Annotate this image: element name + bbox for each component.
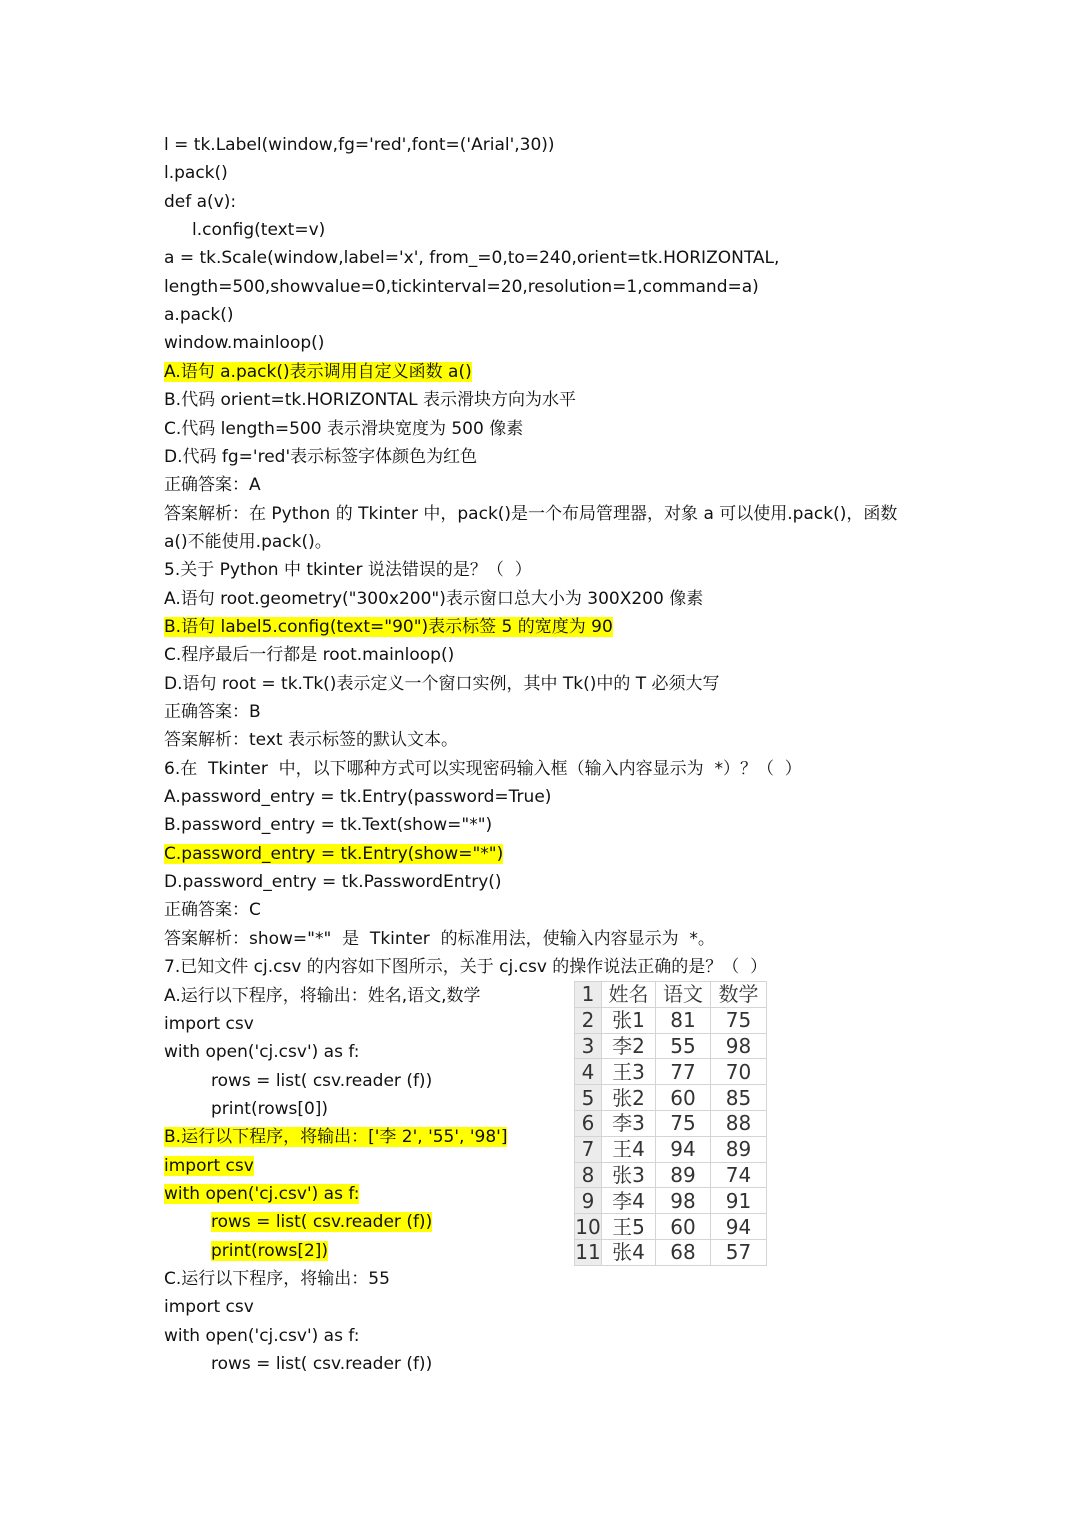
table-cell: 68 [656, 1239, 711, 1265]
table-row [575, 1007, 767, 1033]
table-cell: 74 [711, 1162, 767, 1188]
table-cell: 李2 [602, 1033, 656, 1059]
text-line [164, 1295, 254, 1319]
text-line [164, 417, 523, 441]
text-line [164, 728, 458, 752]
text-line [164, 275, 759, 299]
text-line [164, 1040, 359, 1064]
row-number-cell: 1 [575, 982, 602, 1008]
text-line [211, 1097, 328, 1121]
text-line [164, 1324, 359, 1348]
row-number-cell: 8 [575, 1162, 602, 1188]
row-number-cell: 3 [575, 1033, 602, 1059]
text-line [164, 388, 576, 412]
text-line-content: print(rows[0]) [211, 1098, 329, 1119]
table-row [575, 1110, 767, 1136]
text-line-content: 7.已知文件 cj.csv 的内容如下图所示，关于 cj.csv 的操作说法正确的是？（ ） [164, 957, 768, 978]
row-number-cell: 11 [575, 1240, 601, 1265]
table-cell: 张3 [602, 1162, 656, 1188]
text-line-content: 正确答案：A [164, 475, 261, 496]
text-line-content: 答案解析：text 表示标签的默认文本。 [164, 730, 458, 751]
text-line-content: B.运行以下程序，将输出：['李 2', '55', '98'] [164, 1127, 508, 1148]
text-line [164, 1267, 390, 1291]
row-number-cell: 9 [575, 1188, 602, 1214]
text-line [164, 331, 324, 355]
text-line-content: with open('cj.csv') as f: [164, 1042, 360, 1063]
text-line [164, 870, 502, 894]
text-line-content: window.mainloop() [164, 333, 325, 354]
table-cell: 75 [656, 1110, 711, 1136]
text-line-content: 答案解析：show="*" 是 Tkinter 的标准用法，使输入内容显示为 *。 [164, 928, 715, 949]
table-row [575, 1059, 767, 1085]
text-line-content: with open('cj.csv') as f: [164, 1183, 360, 1204]
table-cell: 60 [656, 1214, 711, 1240]
table-cell: 57 [711, 1239, 767, 1265]
text-line [211, 1239, 328, 1263]
text-line-content: rows = list( csv.reader (f)) [211, 1354, 433, 1375]
table-cell: 70 [711, 1059, 767, 1085]
text-line-content: D.password_entry = tk.PasswordEntry() [164, 872, 502, 893]
table-cell: 89 [711, 1136, 767, 1162]
table-cell: 91 [711, 1188, 767, 1214]
text-line-content: 答案解析：在 Python 的 Tkinter 中，pack()是一个布局管理器，对象 a 可以使用.pack()，函数 [164, 503, 898, 524]
text-line-content: import csv [164, 1155, 254, 1176]
text-line [164, 643, 454, 667]
text-line [164, 984, 481, 1008]
table-cell: 88 [711, 1110, 767, 1136]
text-line [164, 530, 332, 554]
text-line-content: A.password_entry = tk.Entry(password=True) [164, 787, 552, 808]
table-cell: 王3 [602, 1059, 656, 1085]
text-line-content: print(rows[2]) [211, 1240, 329, 1261]
text-line [164, 161, 228, 185]
cj-csv-table-image [574, 981, 767, 1266]
text-line [211, 1210, 432, 1234]
text-line-content: 正确答案：B [164, 702, 261, 722]
text-line [164, 615, 613, 639]
text-line [164, 445, 477, 469]
row-number-cell: 4 [575, 1059, 602, 1085]
text-line [211, 1069, 432, 1093]
table-cell: 张4 [602, 1239, 656, 1265]
text-line-content: B.password_entry = tk.Text(show="*") [164, 815, 493, 836]
table-cell: 60 [656, 1085, 711, 1111]
table-row [575, 1136, 767, 1162]
table-cell: 98 [711, 1033, 767, 1059]
table-cell: 姓名 [602, 982, 656, 1008]
text-line [164, 558, 532, 582]
text-line-content: D.代码 fg='red'表示标签字体颜色为红色 [164, 446, 478, 467]
text-line-content: a = tk.Scale(window,label='x', from_=0,to=240,orient=tk.HORIZONTAL, [164, 248, 780, 269]
text-line-content: a()不能使用.pack()。 [164, 531, 332, 552]
row-number-cell: 7 [575, 1136, 602, 1162]
table-cell: 数学 [711, 982, 767, 1008]
row-number-cell: 10 [575, 1214, 601, 1239]
text-line-content: B.代码 orient=tk.HORIZONTAL 表示滑块方向为水平 [164, 390, 576, 411]
table-cell: 77 [656, 1059, 711, 1085]
text-line-content: import csv [164, 1013, 254, 1034]
table-row [575, 1033, 767, 1059]
text-line-content: with open('cj.csv') as f: [164, 1325, 360, 1346]
text-line [164, 360, 472, 384]
text-line [164, 927, 715, 951]
text-line [164, 813, 492, 837]
table-cell: 张2 [602, 1085, 656, 1111]
text-line-content: import csv [164, 1297, 254, 1318]
text-line [164, 473, 261, 497]
table-cell: 李4 [602, 1188, 656, 1214]
text-line-content: A.语句 root.geometry("300x200")表示窗口总大小为 300X200 像素 [164, 588, 704, 609]
text-line [164, 1125, 507, 1149]
text-line [164, 1154, 254, 1178]
text-line [211, 1352, 432, 1376]
text-line-content: B.语句 label5.config(text="90")表示标签 5 的宽度为 90 [164, 616, 613, 637]
row-number-cell: 5 [575, 1085, 602, 1111]
text-line-content: l.pack() [164, 163, 228, 184]
text-line-content: 正确答案：C [164, 900, 261, 921]
table-cell: 81 [656, 1007, 711, 1033]
table-row [575, 1239, 767, 1265]
text-line [164, 955, 767, 979]
text-line-content: A.语句 a.pack()表示调用自定义函数 a() [164, 361, 472, 382]
text-line-content: def a(v): [164, 191, 237, 212]
table-cell: 75 [711, 1007, 767, 1033]
table-cell: 55 [656, 1033, 711, 1059]
text-line [164, 502, 897, 526]
text-line [164, 898, 261, 922]
row-number-cell: 6 [575, 1110, 602, 1136]
text-line [192, 218, 325, 242]
text-line-content: rows = list( csv.reader (f)) [211, 1070, 433, 1091]
table-row [575, 1085, 767, 1111]
table-row [575, 982, 767, 1008]
table-cell: 王4 [602, 1136, 656, 1162]
text-line [164, 246, 779, 270]
table-cell: 语文 [656, 982, 711, 1008]
text-line-content: C.代码 length=500 表示滑块宽度为 500 像素 [164, 418, 524, 439]
text-line-content: l = tk.Label(window,fg='red',font=('Arial',30)) [164, 135, 555, 155]
text-line-content: 6.在 Tkinter 中，以下哪种方式可以实现密码输入框（输入内容显示为 *）？（ ） [164, 758, 802, 779]
text-line [164, 1012, 254, 1036]
text-line [164, 700, 261, 724]
table-cell: 89 [656, 1162, 711, 1188]
text-line-content: a.pack() [164, 305, 234, 326]
table-cell: 李3 [602, 1110, 656, 1136]
text-line-content: D.语句 root = tk.Tk()表示定义一个窗口实例，其中 Tk()中的 T 必须大写 [164, 673, 720, 694]
text-line [164, 587, 703, 611]
table-row [575, 1188, 767, 1214]
text-line-content: C.程序最后一行都是 root.mainloop() [164, 645, 455, 666]
table-cell: 94 [656, 1136, 711, 1162]
text-line [164, 842, 503, 866]
text-line-content: length=500,showvalue=0,tickinterval=20,resolution=1,command=a) [164, 276, 759, 297]
table-cell: 王5 [602, 1214, 656, 1240]
table-cell: 张1 [602, 1007, 656, 1033]
text-line-content: A.运行以下程序，将输出：姓名,语文,数学 [164, 985, 481, 1006]
text-line [164, 190, 236, 214]
table-cell: 85 [711, 1085, 767, 1111]
text-line-content: C.运行以下程序，将输出：55 [164, 1269, 390, 1289]
text-line [164, 785, 551, 809]
text-line-content: 5.关于 Python 中 tkinter 说法错误的是？（ ） [164, 560, 532, 581]
text-line-content: rows = list( csv.reader (f)) [211, 1212, 433, 1233]
table-cell: 94 [711, 1214, 767, 1240]
text-line [164, 133, 555, 157]
text-line [164, 672, 720, 696]
text-line [164, 1182, 359, 1206]
text-line [164, 757, 802, 781]
table-row [575, 1214, 767, 1240]
text-line-content: C.password_entry = tk.Entry(show="*") [164, 843, 504, 864]
text-line [164, 303, 234, 327]
table-row [575, 1162, 767, 1188]
row-number-cell: 2 [575, 1007, 602, 1033]
table-cell: 98 [656, 1188, 711, 1214]
text-line-content: l.config(text=v) [192, 220, 326, 241]
